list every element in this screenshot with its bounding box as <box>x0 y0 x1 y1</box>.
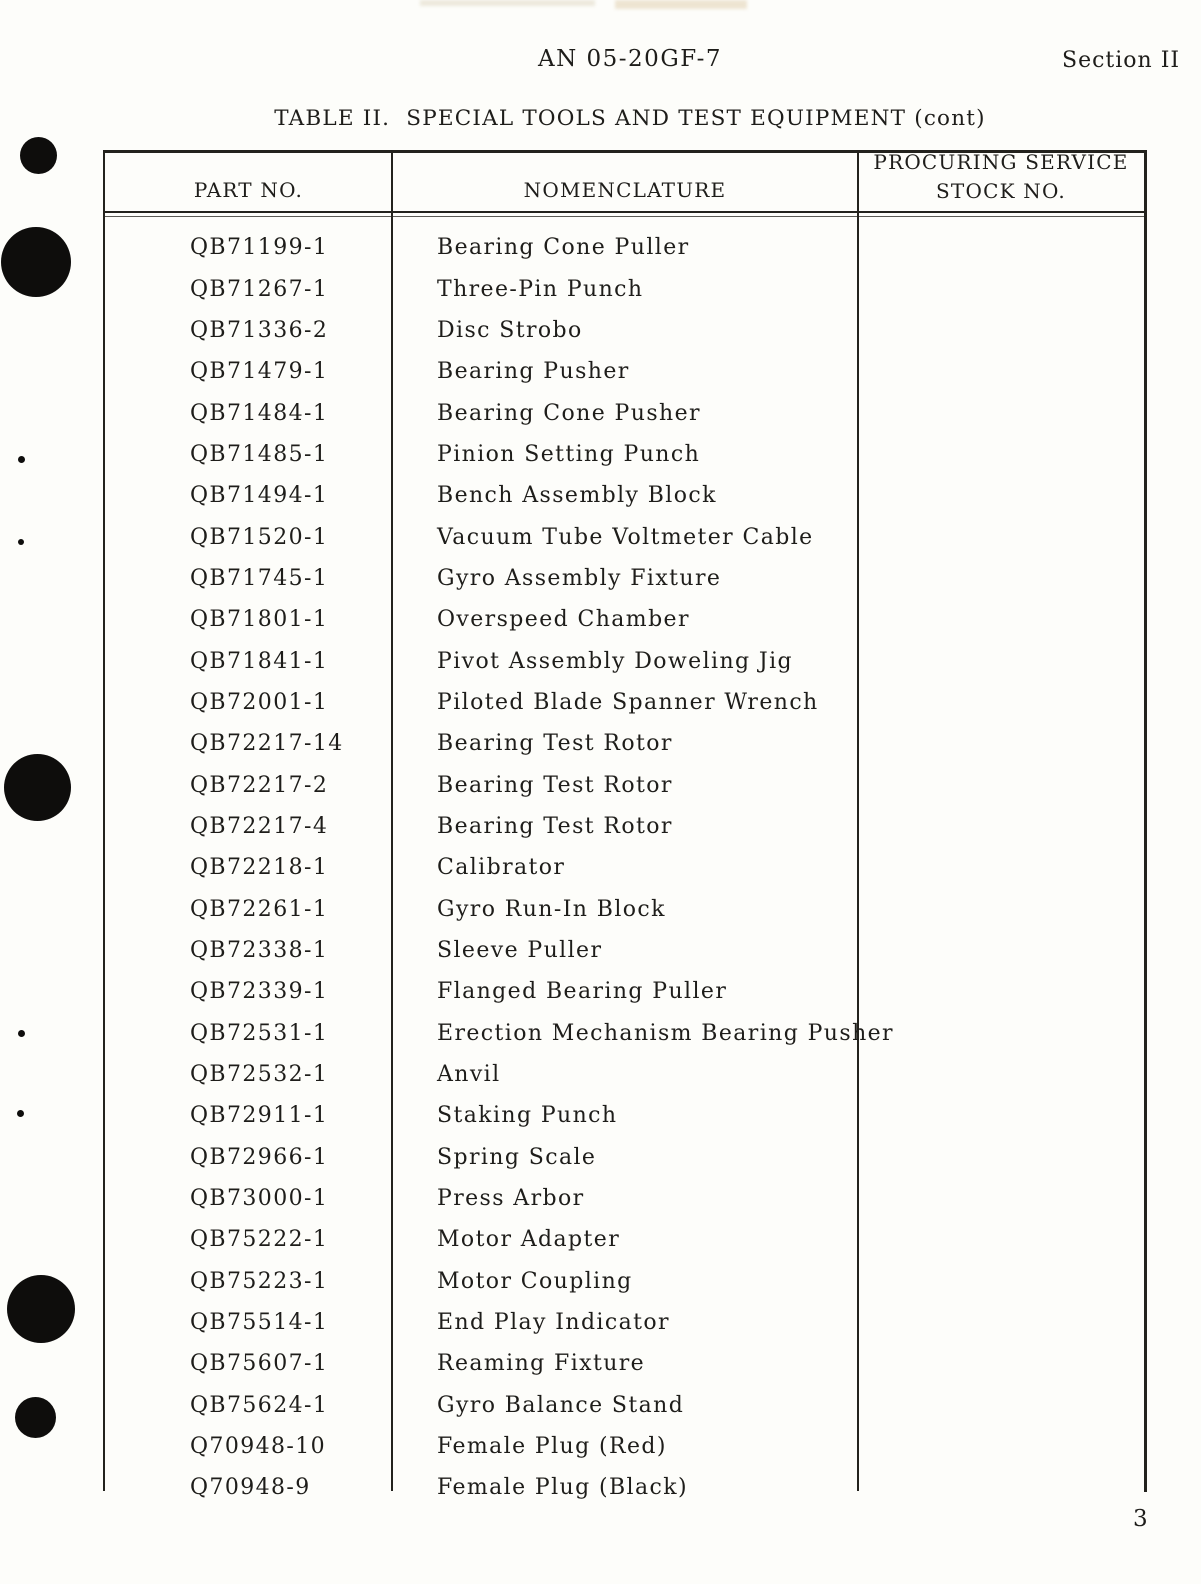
nomenclature-cell: Gyro Run-In Block <box>437 896 666 922</box>
table-row <box>105 1261 1144 1302</box>
part-no-cell: QB71479-1 <box>190 359 329 385</box>
table-row <box>105 930 1144 971</box>
part-no-cell: QB71841-1 <box>190 648 329 674</box>
nomenclature-cell: Bearing Test Rotor <box>437 813 673 839</box>
table-body <box>105 227 1144 1509</box>
table-row <box>105 806 1144 847</box>
table-row <box>105 1426 1144 1467</box>
table-row <box>105 1219 1144 1260</box>
nomenclature-cell: Bearing Cone Pusher <box>437 400 701 426</box>
part-no-cell: QB72532-1 <box>190 1062 329 1088</box>
part-no-cell: QB72261-1 <box>190 896 329 922</box>
nomenclature-cell: Gyro Balance Stand <box>437 1392 685 1418</box>
table-row <box>105 392 1144 433</box>
part-no-cell: QB71520-1 <box>190 524 329 550</box>
table-row <box>105 1467 1144 1508</box>
part-no-cell: Q70948-10 <box>190 1434 327 1460</box>
part-no-cell: QB72001-1 <box>190 689 329 715</box>
part-no-cell: QB71484-1 <box>190 400 329 426</box>
part-no-cell: QB75222-1 <box>190 1227 329 1253</box>
part-no-cell: QB71199-1 <box>190 235 329 261</box>
nomenclature-cell: Female Plug (Black) <box>437 1475 688 1501</box>
nomenclature-cell: Sleeve Puller <box>437 938 603 964</box>
part-no-cell: QB72911-1 <box>190 1103 329 1129</box>
nomenclature-cell: Pinion Setting Punch <box>437 441 701 467</box>
column-header-part-no: PART NO. <box>193 178 304 202</box>
table-row <box>105 723 1144 764</box>
table-row <box>105 516 1144 557</box>
hole-punch-mark <box>1 227 71 297</box>
table-row <box>105 227 1144 268</box>
hole-punch-mark <box>20 137 57 174</box>
hole-punch-mark <box>17 1110 24 1117</box>
part-no-cell: QB71336-2 <box>190 317 329 343</box>
column-header-procuring-line2: STOCK NO. <box>936 179 1066 203</box>
nomenclature-cell: Spring Scale <box>437 1144 597 1170</box>
table-row <box>105 558 1144 599</box>
document-number-wrap <box>0 46 1201 72</box>
table-row <box>105 599 1144 640</box>
table-row <box>105 1095 1144 1136</box>
nomenclature-cell: Overspeed Chamber <box>437 607 690 633</box>
scan-artifact-smudge <box>420 0 595 6</box>
hole-punch-mark <box>15 1397 56 1438</box>
page-number: 3 <box>1133 1506 1148 1532</box>
nomenclature-cell: Pivot Assembly Doweling Jig <box>437 648 794 674</box>
table-row <box>105 1178 1144 1219</box>
table-row <box>105 682 1144 723</box>
nomenclature-cell: Vacuum Tube Voltmeter Cable <box>437 524 814 550</box>
table-row <box>105 1013 1144 1054</box>
part-no-cell: QB71267-1 <box>190 276 329 302</box>
part-no-cell: Q70948-9 <box>190 1475 311 1501</box>
nomenclature-cell: Piloted Blade Spanner Wrench <box>437 689 819 715</box>
table-row <box>105 434 1144 475</box>
part-no-cell: QB75624-1 <box>190 1392 329 1418</box>
scan-artifact-smudge <box>615 0 747 9</box>
table-row <box>105 351 1144 392</box>
column-header-nomenclature: NOMENCLATURE <box>523 178 727 202</box>
table-row <box>105 847 1144 888</box>
part-no-cell: QB72966-1 <box>190 1144 329 1170</box>
nomenclature-cell: Female Plug (Red) <box>437 1434 667 1460</box>
section-label: Section II <box>1062 48 1181 73</box>
table-row <box>105 640 1144 681</box>
table-title: TABLE II. SPECIAL TOOLS AND TEST EQUIPMENT (cont) <box>274 106 986 131</box>
table-row <box>105 1054 1144 1095</box>
table-row <box>105 268 1144 309</box>
table-row <box>105 1343 1144 1384</box>
nomenclature-cell: Bench Assembly Block <box>437 483 717 509</box>
hole-punch-mark <box>18 456 25 463</box>
column-header-procuring-stock-no <box>858 152 1144 211</box>
table-row <box>105 475 1144 516</box>
table-row <box>105 310 1144 351</box>
part-no-cell: QB75514-1 <box>190 1310 329 1336</box>
table-header-separator-shadow <box>103 216 1147 217</box>
table-row <box>105 764 1144 805</box>
part-no-cell: QB71745-1 <box>190 565 329 591</box>
part-no-cell: QB72217-2 <box>190 772 329 798</box>
table-border-right <box>1144 150 1147 1492</box>
part-no-cell: QB72338-1 <box>190 938 329 964</box>
nomenclature-cell: Flanged Bearing Puller <box>437 979 728 1005</box>
hole-punch-mark <box>4 754 71 821</box>
table-row <box>105 971 1144 1012</box>
column-header-procuring-line1: PROCURING SERVICE <box>873 150 1129 174</box>
nomenclature-cell: Three-Pin Punch <box>437 276 644 302</box>
nomenclature-cell: Disc Strobo <box>437 317 583 343</box>
table-title-wrap <box>0 106 1201 131</box>
table-row <box>105 889 1144 930</box>
part-no-cell: QB75607-1 <box>190 1351 329 1377</box>
part-no-cell: QB73000-1 <box>190 1186 329 1212</box>
nomenclature-cell: Press Arbor <box>437 1186 585 1212</box>
part-no-cell: QB71494-1 <box>190 483 329 509</box>
nomenclature-cell: Erection Mechanism Bearing Pusher <box>437 1020 894 1046</box>
nomenclature-cell: Gyro Assembly Fixture <box>437 565 722 591</box>
nomenclature-cell: End Play Indicator <box>437 1310 670 1336</box>
hole-punch-mark <box>7 1275 75 1343</box>
nomenclature-cell: Staking Punch <box>437 1103 618 1129</box>
part-no-cell: QB72531-1 <box>190 1020 329 1046</box>
nomenclature-cell: Motor Coupling <box>437 1268 633 1294</box>
table-row <box>105 1137 1144 1178</box>
nomenclature-cell: Calibrator <box>437 855 566 881</box>
nomenclature-cell: Bearing Test Rotor <box>437 772 673 798</box>
table-row <box>105 1385 1144 1426</box>
nomenclature-cell: Bearing Test Rotor <box>437 731 673 757</box>
nomenclature-cell: Anvil <box>437 1062 501 1088</box>
table-header-row <box>105 152 1144 211</box>
nomenclature-cell: Reaming Fixture <box>437 1351 646 1377</box>
hole-punch-mark <box>18 539 24 545</box>
part-no-cell: QB72217-4 <box>190 813 329 839</box>
hole-punch-mark <box>18 1030 25 1037</box>
nomenclature-cell: Motor Adapter <box>437 1227 621 1253</box>
nomenclature-cell: Bearing Pusher <box>437 359 630 385</box>
part-no-cell: QB75223-1 <box>190 1268 329 1294</box>
document-number: AN 05-20GF-7 <box>537 46 723 72</box>
part-no-cell: QB72339-1 <box>190 979 329 1005</box>
table-header-separator <box>103 211 1147 213</box>
part-no-cell: QB72217-14 <box>190 731 344 757</box>
part-no-cell: QB72218-1 <box>190 855 329 881</box>
part-no-cell: QB71485-1 <box>190 441 329 467</box>
table-row <box>105 1302 1144 1343</box>
part-no-cell: QB71801-1 <box>190 607 329 633</box>
nomenclature-cell: Bearing Cone Puller <box>437 235 690 261</box>
